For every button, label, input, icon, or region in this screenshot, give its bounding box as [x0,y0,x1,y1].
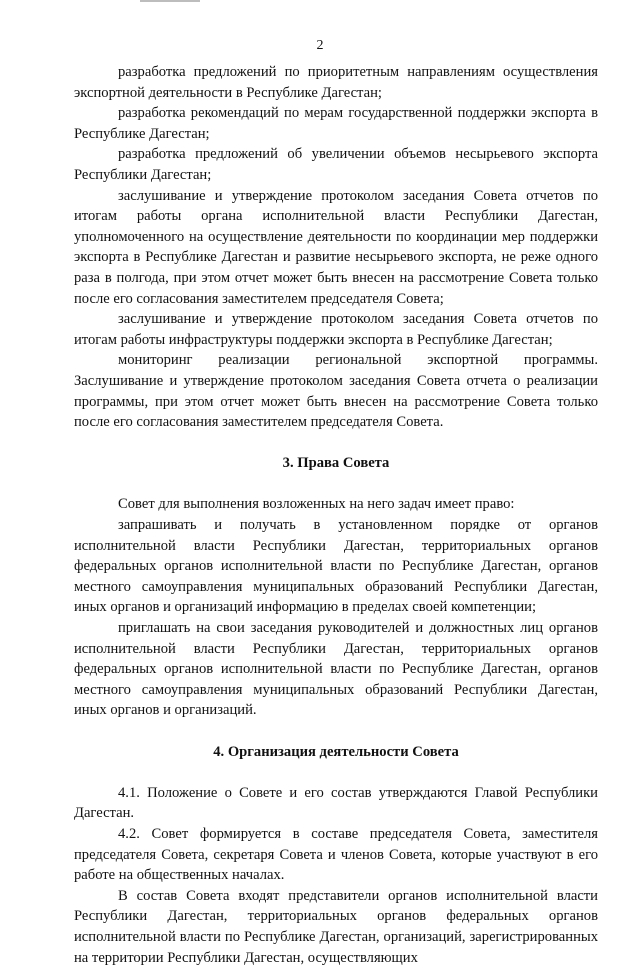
paragraph: приглашать на свои заседания руководителей и должностных лиц органов исполнительной власти Республики Дагестан, территориальных органов федеральных органов исполнительной власти по Республике Дагестан, органов местного самоуправления муниципальных образований Республики Дагестан, иных органов и организаций. [74,620,598,719]
spacer [74,762,598,783]
spacer [74,721,598,742]
paragraph: 4.2. Совет формируется в составе председателя Совета, заместителя председателя Совета, секретаря Совета и членов Совета, которые участвуют в его работе на общественных началах. [74,825,598,884]
paragraph: заслушивание и утверждение протоколом заседания Совета отчетов по итогам работы органа исполнительной власти Республики Дагестан, уполномоченного на осуществление деятельности по координации мер поддержки экспорта в Республике Дагестан и развитие несырьевого экспорта, не реже одного раза в полгода, при этом отчет может быть внесен на рассмотрение Совета только после его согласования заместителем председателя Совета; [74,187,598,307]
paragraph: 4.1. Положение о Совете и его состав утверждаются Главой Республики Дагестан. [74,784,598,822]
paragraph: разработка рекомендаций по мерам государственной поддержки экспорта в Республике Дагестан; [74,105,598,142]
top-rule [140,0,200,2]
paragraph: мониторинг реализации региональной экспортной программы. Заслушивание и утверждение протоколом заседания Совета отчета о реализации программы, при этом отчет может быть внесен на рассмотрение Совета только после его согласования заместителем председателя Совета. [74,352,598,431]
section-3-heading: 3. Права Совета [282,455,390,472]
paragraph: В состав Совета входят представители органов исполнительной власти Республики Дагестан, территориальных органов федеральных органов исполнительной власти по Республике Дагестан, организаций, зарегистрированных на территории Республики Дагестан, осуществляющих [74,887,598,966]
paragraph: запрашивать и получать в установленном порядке от органов исполнительной власти Республики Дагестан, территориальных органов федеральных органов исполнительной власти по Республике Дагестан, органов местного самоуправления муниципальных образований Республики Дагестан, иных органов и организаций информацию в пределах своей компетенции; [74,517,598,616]
paragraph: разработка предложений об увеличении объемов несырьевого экспорта Республики Дагестан; [74,146,598,183]
section-4-heading: 4. Организация деятельности Совета [213,743,459,760]
paragraph: разработка предложений по приоритетным направлениям осуществления экспортной деятельности в Республике Дагестан; [74,64,598,101]
paragraph: Совет для выполнения возложенных на него задач имеет право: [118,496,515,513]
document-body [74,62,598,968]
page-number: 2 [316,38,324,53]
spacer [74,433,598,454]
paragraph: заслушивание и утверждение протоколом заседания Совета отчетов по итогам работы инфраструктуры поддержки экспорта в Республике Дагестан; [74,311,598,348]
spacer [74,474,598,495]
